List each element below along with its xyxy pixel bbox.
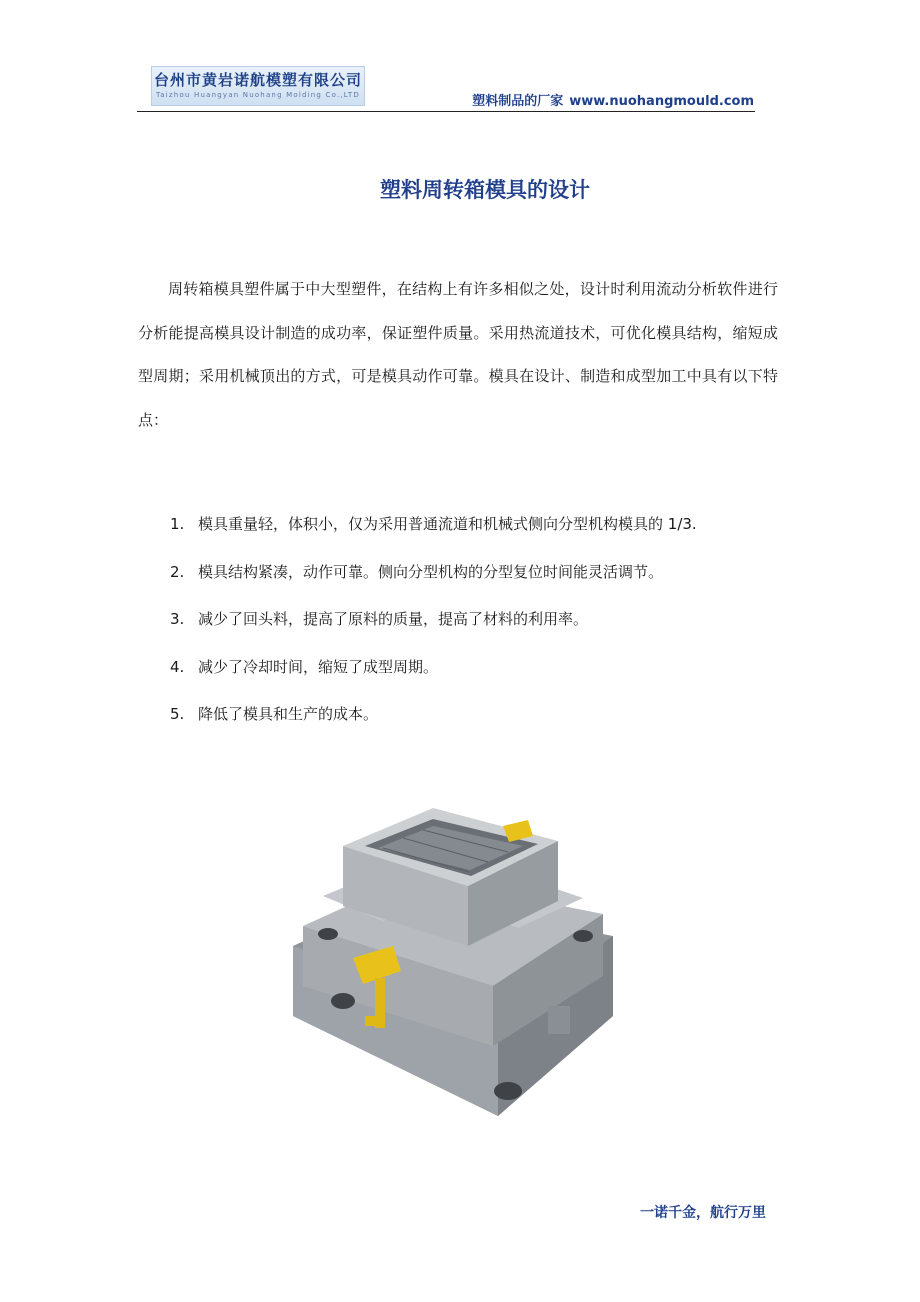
list-number: 1. — [170, 515, 185, 533]
website-link[interactable]: www.nuohangmould.com — [569, 94, 754, 109]
header-tagline — [472, 90, 754, 109]
list-text: 减少了冷却时间，缩短了成型周期。 — [198, 657, 439, 676]
intro-paragraph: 周转箱模具塑件属于中大型塑件，在结构上有许多相似之处，设计时利用流动分析软件进行分析能提高模具设计制造的成功率，保证塑件质量。采用热流道技术，可优化模具结构，缩短成型周期；采用机械顶出的方式，可是模具动作可靠。模具在设计、制造和成型加工中具有以下特点： — [138, 280, 778, 429]
company-logo — [151, 66, 365, 106]
list-number: 3. — [170, 610, 185, 628]
list-text: 模具重量轻，体积小，仅为采用普通流道和机械式侧向分型机构模具的 1/3. — [198, 515, 697, 533]
tagline-text: 塑料制品的厂家 — [472, 94, 564, 109]
company-name-en: Taizhou Huangyan Nuohang Molding Co.,LTD — [155, 91, 361, 99]
list-item — [170, 649, 697, 697]
header-divider — [137, 111, 755, 112]
list-item — [170, 506, 697, 554]
company-name-cn: 台州市黄岩诺航模塑有限公司 — [153, 71, 362, 89]
list-item — [170, 696, 697, 744]
list-number: 5. — [170, 705, 185, 723]
list-text: 减少了回头料，提高了原料的质量，提高了材料的利用率。 — [198, 610, 589, 628]
mold-photo — [283, 786, 623, 1128]
list-text: 降低了模具和生产的成本。 — [198, 705, 379, 723]
page-title: 塑料周转箱模具的设计 — [380, 178, 590, 202]
list-item — [170, 601, 697, 649]
list-number: 4. — [170, 657, 185, 676]
list-text: 模具结构紧凑，动作可靠。侧向分型机构的分型复位时间能灵活调节。 — [198, 562, 664, 581]
feature-list — [170, 506, 697, 744]
list-item — [170, 554, 697, 602]
list-number: 2. — [170, 562, 185, 581]
footer-slogan: 一诺千金，航行万里 — [640, 1205, 766, 1221]
